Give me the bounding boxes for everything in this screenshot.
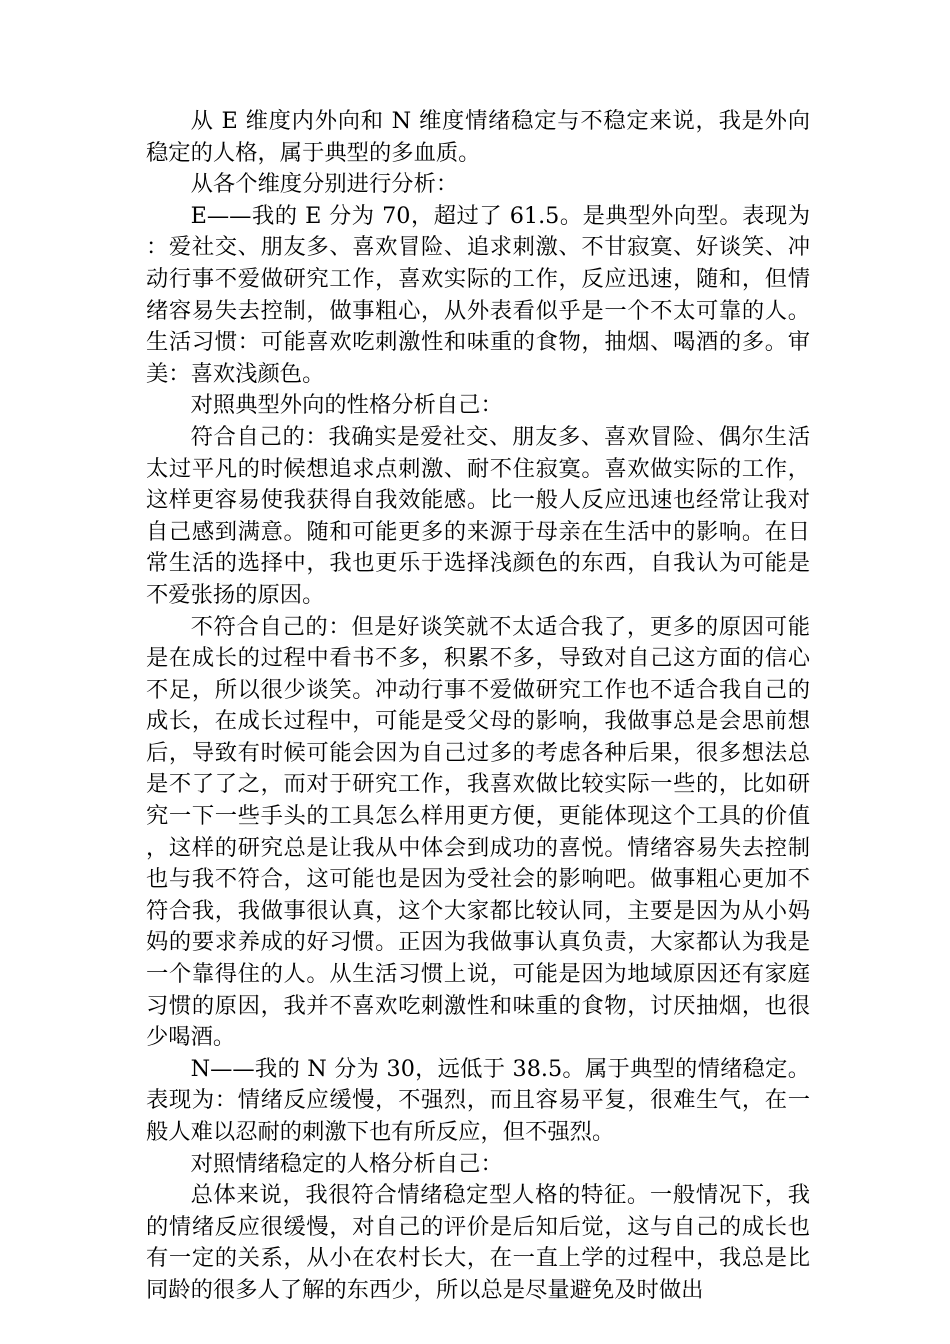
paragraph-analysis-lead: 从各个维度分别进行分析： [190, 171, 459, 198]
paragraph-n-summary: 总体来说，我很符合情绪稳定型人格的特征。一般情况下，我的情绪反应很缓慢，对自己的评价是后知后觉，这与自己的成长也有一定的关系，从小在农村长大，在一直上学的过程中，我总是比同龄的很多人了解的东西少，所以总是尽量避免及时做出 [146, 1182, 810, 1303]
paragraph-n-compare-lead: 对照情绪稳定的人格分析自己： [190, 1150, 503, 1177]
paragraph-e-match: 符合自己的：我确实是爱社交、朋友多、喜欢冒险、偶尔生活太过平凡的时候想追求点刺激、耐不住寂寞。喜欢做实际的工作，这样更容易使我获得自我效能感。比一般人反应迅速也经常让我对自己感到满意。随和可能更多的来源于母亲在生活中的影响。在日常生活的选择中，我也更乐于选择浅颜色的东西，自我认为可能是不爱张扬的原因。 [146, 423, 810, 608]
paragraph-intro: 从 E 维度内外向和 N 维度情绪稳定与不稳定来说，我是外向稳定的人格，属于典型的多血质。 [146, 108, 810, 166]
document-body [146, 106, 810, 1307]
paragraph-e-mismatch: 不符合自己的：但是好谈笑就不太适合我了，更多的原因可能是在成长的过程中看书不多，积累不多，导致对自己这方面的信心不足，所以很少谈笑。冲动行事不爱做研究工作也不适合我自己的成长，在成长过程中，可能是受父母的影响，我做事总是会思前想后，导致有时候可能会因为自己过多的考虑各种后果，很多想法总是不了了之，而对于研究工作，我喜欢做比较实际一些的，比如研究一下一些手头的工具怎么样用更方便，更能体现这个工具的价值，这样的研究总是让我从中体会到成功的喜悦。情绪容易失去控制也与我不符合，这可能也是因为受社会的影响吧。做事粗心更加不符合我，我做事很认真，这个大家都比较认同，主要是因为从小妈妈的要求养成的好习惯。正因为我做事认真负责，大家都认为我是一个靠得住的人。从生活习惯上说，可能是因为地域原因还有家庭习惯的原因，我并不喜欢吃刺激性和味重的食物，讨厌抽烟，也很少喝酒。 [146, 613, 810, 1051]
paragraph-e-score: E——我的 E 分为 70，超过了 61.5。是典型外向型。表现为：爱社交、朋友多、喜欢冒险、追求刺激、不甘寂寞、好谈笑、冲动行事不爱做研究工作，喜欢实际的工作，反应迅速，随和，但情绪容易失去控制，做事粗心，从外表看似乎是一个不太可靠的人。生活习惯：可能喜欢吃刺激性和味重的食物，抽烟、喝酒的多。审美：喜欢浅颜色。 [146, 202, 810, 387]
paragraph-n-score: N——我的 N 分为 30，远低于 38.5。属于典型的情绪稳定。表现为：情绪反应缓慢，不强烈，而且容易平复，很难生气，在一般人难以忍耐的刺激下也有所反应，但不强烈。 [146, 1055, 810, 1145]
paragraph-e-compare-lead: 对照典型外向的性格分析自己： [190, 392, 503, 419]
